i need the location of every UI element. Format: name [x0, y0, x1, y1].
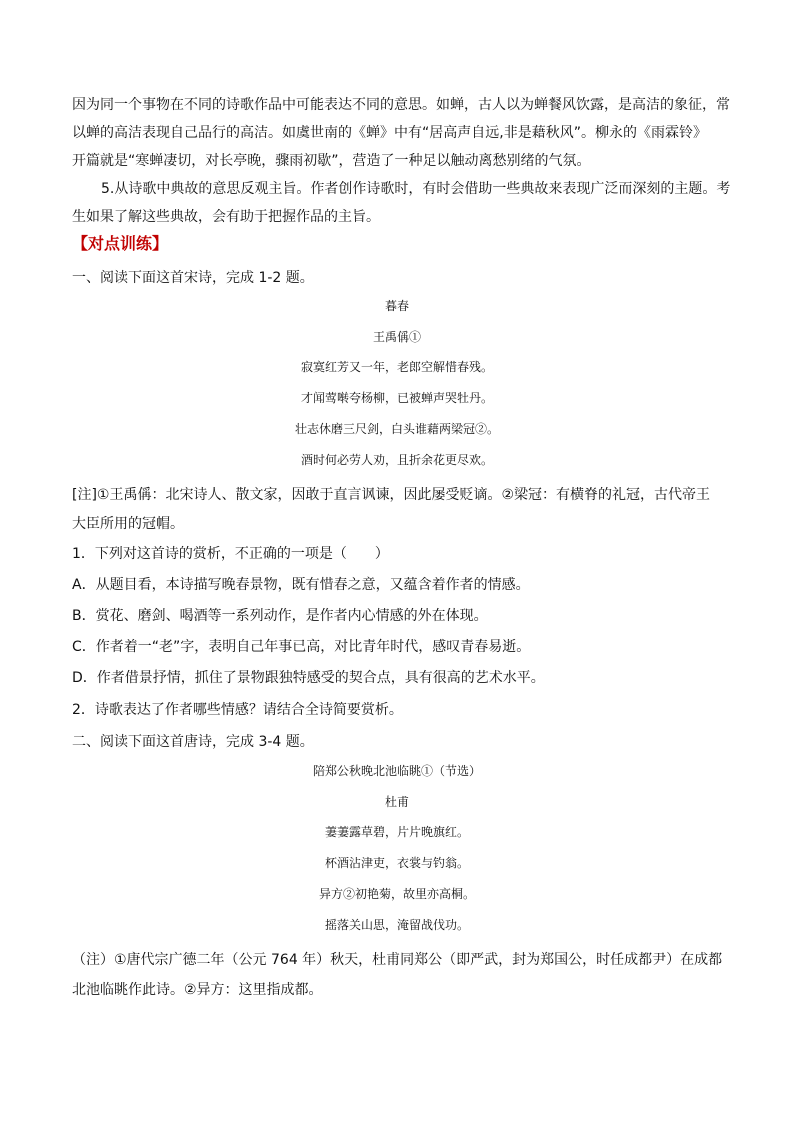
- poem1-note: 大臣所用的冠帽。: [72, 516, 184, 532]
- poem2-note: 北池临眺作此诗。②异方：这里指成都。: [72, 982, 323, 998]
- poem1-line: 寂寞红芳又一年，老郎空解惜春残。: [300, 360, 493, 374]
- poem1-line: 壮志休磨三尺剑，白头谁藉两梁冠②。: [294, 422, 499, 436]
- part1-heading: 一、阅读下面这首宋诗，完成 1-2 题。: [72, 270, 314, 286]
- poem2-note: （注）①唐代宗广德二年（公元 764 年）秋天，杜甫同郑公（即严武，封为郑国公，时任成都尹）在成都: [72, 952, 723, 968]
- option-c: C．作者着一“老”字，表明自己年事已高，对比青年时代，感叹青春易逝。: [72, 639, 531, 655]
- intro-paragraph-line: 开篇就是“寒蝉凄切，对长亭晚，骤雨初歇”，营造了一种足以触动离愁别绪的气氛。: [72, 153, 591, 169]
- option-b: B．赏花、磨剑、喝酒等一系列动作，是作者内心情感的外在体现。: [72, 608, 488, 624]
- poem1-line: 才闻莺啭夸杨柳，已被蝉声哭牡丹。: [300, 391, 493, 405]
- option-a: A．从题目看，本诗描写晚春景物，既有惜春之意，又蕴含着作者的情感。: [72, 577, 530, 593]
- intro-paragraph-line: 以蝉的高洁表现自己品行的高洁。如虞世南的《蝉》中有“居高声自远,非是藉秋风”。柳永的《雨霖铃》: [72, 125, 707, 141]
- allusion-paragraph-line: 生如果了解这些典故，会有助于把握作品的主旨。: [72, 209, 380, 225]
- part2-heading: 二、阅读下面这首唐诗，完成 3-4 题。: [72, 734, 314, 750]
- poem2-line: 摇落关山思，淹留战伐功。: [324, 918, 469, 932]
- intro-paragraph-line: 因为同一个事物在不同的诗歌作品中可能表达不同的意思。如蝉，古人以为蝉餐风饮露，是高洁的象征，常: [72, 97, 730, 113]
- section-title: 【对点训练】: [72, 234, 169, 253]
- poem2-author: 杜甫: [384, 795, 409, 809]
- poem1-line: 酒时何必劳人劝，且折余花更尽欢。: [300, 453, 493, 467]
- poem2-title: 陪郑公秋晚北池临眺①（节选）: [312, 764, 481, 778]
- allusion-paragraph-line: 5.从诗歌中典故的意思反观主旨。作者创作诗歌时，有时会借助一些典故来表现广泛而深刻的主题。考: [101, 181, 731, 197]
- option-d: D．作者借景抒情，抓住了景物跟独特感受的契合点，具有很高的艺术水平。: [72, 670, 545, 686]
- poem1-title: 暮春: [384, 299, 409, 313]
- question-2: 2．诗歌表达了作者哪些情感？请结合全诗简要赏析。: [72, 702, 403, 718]
- question-1: 1．下列对这首诗的赏析，不正确的一项是（ ）: [72, 546, 389, 562]
- poem2-line: 萋萋露草碧，片片晚旗红。: [324, 825, 469, 839]
- poem1-author: 王禹偁①: [372, 330, 421, 344]
- poem1-note: [注]①王禹偁：北宋诗人、散文家，因敢于直言讽谏，因此屡受贬谪。②梁冠：有横脊的礼冠，古代帝王: [72, 487, 711, 503]
- poem2-line: 异方②初艳菊，故里亦高桐。: [318, 887, 475, 901]
- poem2-line: 杯酒沾津吏，衣裳与钓翁。: [324, 856, 469, 870]
